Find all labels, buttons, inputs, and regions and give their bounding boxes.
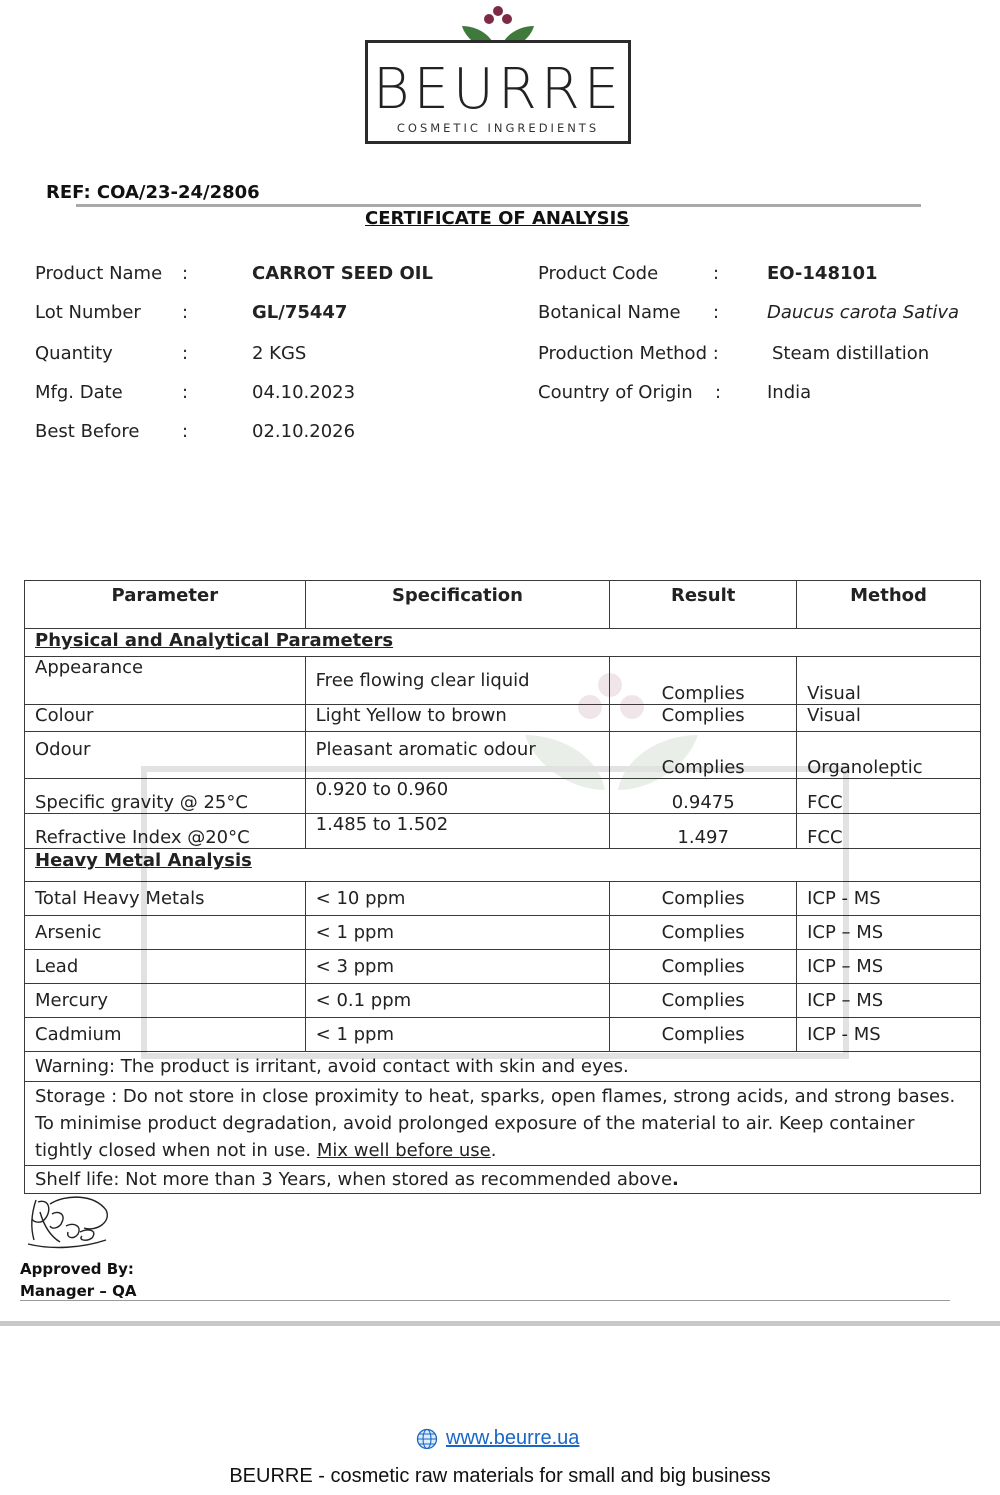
- section-title-physical: Physical and Analytical Parameters: [35, 630, 394, 651]
- brand-logo: [364, 4, 632, 144]
- table-row: [25, 1018, 981, 1052]
- production-method-value: Steam distillation: [772, 343, 930, 364]
- table-row: [25, 732, 981, 779]
- country-of-origin-label: Country of Origin: [538, 382, 693, 403]
- header-method: Method: [797, 581, 981, 629]
- spec-cell: < 3 ppm: [305, 950, 610, 984]
- result-cell: Complies: [610, 657, 797, 705]
- result-cell: Complies: [610, 1018, 797, 1052]
- section-row: [25, 849, 981, 882]
- spec-cell: < 0.1 ppm: [305, 984, 610, 1018]
- spec-cell: < 1 ppm: [305, 1018, 610, 1052]
- result-cell: Complies: [610, 882, 797, 916]
- product-code-value: EO-148101: [767, 263, 878, 284]
- product-name-label: Product Name: [35, 263, 163, 284]
- table-row: [25, 814, 981, 849]
- reference-number: REF: COA/23-24/2806: [46, 182, 260, 203]
- method-cell: FCC: [797, 814, 981, 849]
- colon: :: [182, 263, 189, 284]
- method-cell: FCC: [797, 779, 981, 814]
- website-link[interactable]: [416, 1427, 579, 1450]
- spec-cell: < 10 ppm: [305, 882, 610, 916]
- param-cell: Lead: [25, 950, 306, 984]
- storage-note: [25, 1082, 981, 1166]
- product-code-label: Product Code: [538, 263, 659, 284]
- spec-cell: 1.485 to 1.502: [305, 814, 610, 849]
- header-divider: [76, 204, 921, 207]
- param-cell: Appearance: [25, 657, 306, 705]
- method-cell: ICP – MS: [797, 916, 981, 950]
- spec-cell: < 1 ppm: [305, 916, 610, 950]
- colon: :: [182, 343, 189, 364]
- globe-icon: [416, 1428, 438, 1450]
- table-row: [25, 779, 981, 814]
- result-cell: 0.9475: [610, 779, 797, 814]
- method-cell: ICP – MS: [797, 984, 981, 1018]
- storage-row: [25, 1082, 981, 1166]
- table-row: [25, 984, 981, 1018]
- spec-cell: Pleasant aromatic odour: [305, 732, 610, 779]
- result-cell: Complies: [610, 916, 797, 950]
- param-cell: Arsenic: [25, 916, 306, 950]
- best-before-value: 02.10.2026: [252, 421, 356, 442]
- param-cell: Odour: [25, 732, 306, 779]
- product-name-value: CARROT SEED OIL: [252, 263, 433, 284]
- lot-number-value: GL/75447: [252, 302, 348, 323]
- page-divider: [0, 1321, 1000, 1326]
- approved-by-label: Approved By:: [20, 1260, 134, 1278]
- header-result: Result: [610, 581, 797, 629]
- method-cell: ICP - MS: [797, 1018, 981, 1052]
- storage-end: .: [490, 1140, 497, 1161]
- approval-block: [20, 1258, 136, 1302]
- param-cell: Mercury: [25, 984, 306, 1018]
- shelf-life-end: .: [672, 1169, 679, 1190]
- table-row: [25, 950, 981, 984]
- warning-text: Warning: The product is irritant, avoid contact with skin and eyes.: [25, 1052, 981, 1082]
- table-header-row: [25, 581, 981, 629]
- botanical-name-label: Botanical Name: [538, 302, 681, 323]
- document-title: CERTIFICATE OF ANALYSIS: [365, 208, 630, 229]
- botanical-name-value: Daucus carota Sativa: [767, 302, 960, 323]
- param-cell: Colour: [25, 705, 306, 732]
- warning-row: [25, 1052, 981, 1082]
- param-cell: Refractive Index @20°C: [25, 814, 306, 849]
- storage-text: Storage : Do not store in close proximity to heat, sparks, open flames, strong acids, and strong bases. To minimise product degradation, avoid prolonged exposure of the material to air. Keep container tightly closed when not in use.: [35, 1086, 956, 1161]
- logo-subtitle: COSMETIC INGREDIENTS: [396, 121, 600, 135]
- section-title-heavy-metals: Heavy Metal Analysis: [35, 850, 252, 871]
- colon: :: [182, 302, 189, 323]
- table-row: [25, 916, 981, 950]
- result-cell: 1.497: [610, 814, 797, 849]
- best-before-label: Best Before: [35, 421, 140, 442]
- header-specification: Specification: [305, 581, 610, 629]
- shelf-life-row: [25, 1166, 981, 1194]
- signature-divider: [20, 1300, 950, 1301]
- colon: :: [713, 302, 720, 323]
- spec-cell: Free flowing clear liquid: [305, 657, 610, 705]
- table-row: [25, 882, 981, 916]
- result-cell: Complies: [610, 705, 797, 732]
- signature-image: [22, 1192, 112, 1254]
- result-cell: Complies: [610, 732, 797, 779]
- lot-number-label: Lot Number: [35, 302, 141, 323]
- footer-tagline: BEURRE - cosmetic raw materials for small and big business: [229, 1465, 771, 1487]
- result-cell: Complies: [610, 984, 797, 1018]
- colon: :: [182, 421, 189, 442]
- mix-well-text: Mix well before use: [316, 1140, 491, 1161]
- method-cell: Visual: [797, 705, 981, 732]
- method-cell: Organoleptic: [797, 732, 981, 779]
- spec-cell: 0.920 to 0.960: [305, 779, 610, 814]
- website-url[interactable]: www.beurre.ua: [446, 1427, 580, 1449]
- colon: :: [182, 382, 189, 403]
- analysis-table: [24, 580, 981, 1194]
- param-cell: Cadmium: [25, 1018, 306, 1052]
- quantity-label: Quantity: [35, 343, 113, 364]
- header-parameter: Parameter: [25, 581, 306, 629]
- colon: :: [715, 382, 722, 403]
- param-cell: Total Heavy Metals: [25, 882, 306, 916]
- method-cell: ICP - MS: [797, 882, 981, 916]
- country-of-origin-value: India: [767, 382, 812, 403]
- logo-wordmark: BEURRE: [372, 57, 624, 122]
- method-cell: Visual: [797, 657, 981, 705]
- shelf-life-text: Shelf life: Not more than 3 Years, when stored as recommended above: [35, 1169, 673, 1190]
- spec-cell: Light Yellow to brown: [305, 705, 610, 732]
- result-cell: Complies: [610, 950, 797, 984]
- approver-title: Manager – QA: [20, 1282, 137, 1300]
- shelf-life-note: [25, 1166, 981, 1194]
- mfg-date-value: 04.10.2023: [252, 382, 356, 403]
- production-method-label: Production Method :: [538, 343, 719, 364]
- quantity-value: 2 KGS: [252, 343, 307, 364]
- param-cell: Specific gravity @ 25°C: [25, 779, 306, 814]
- table-row: [25, 657, 981, 705]
- mfg-date-label: Mfg. Date: [35, 382, 123, 403]
- table-row: [25, 705, 981, 732]
- colon: :: [713, 263, 720, 284]
- section-row: [25, 629, 981, 657]
- method-cell: ICP – MS: [797, 950, 981, 984]
